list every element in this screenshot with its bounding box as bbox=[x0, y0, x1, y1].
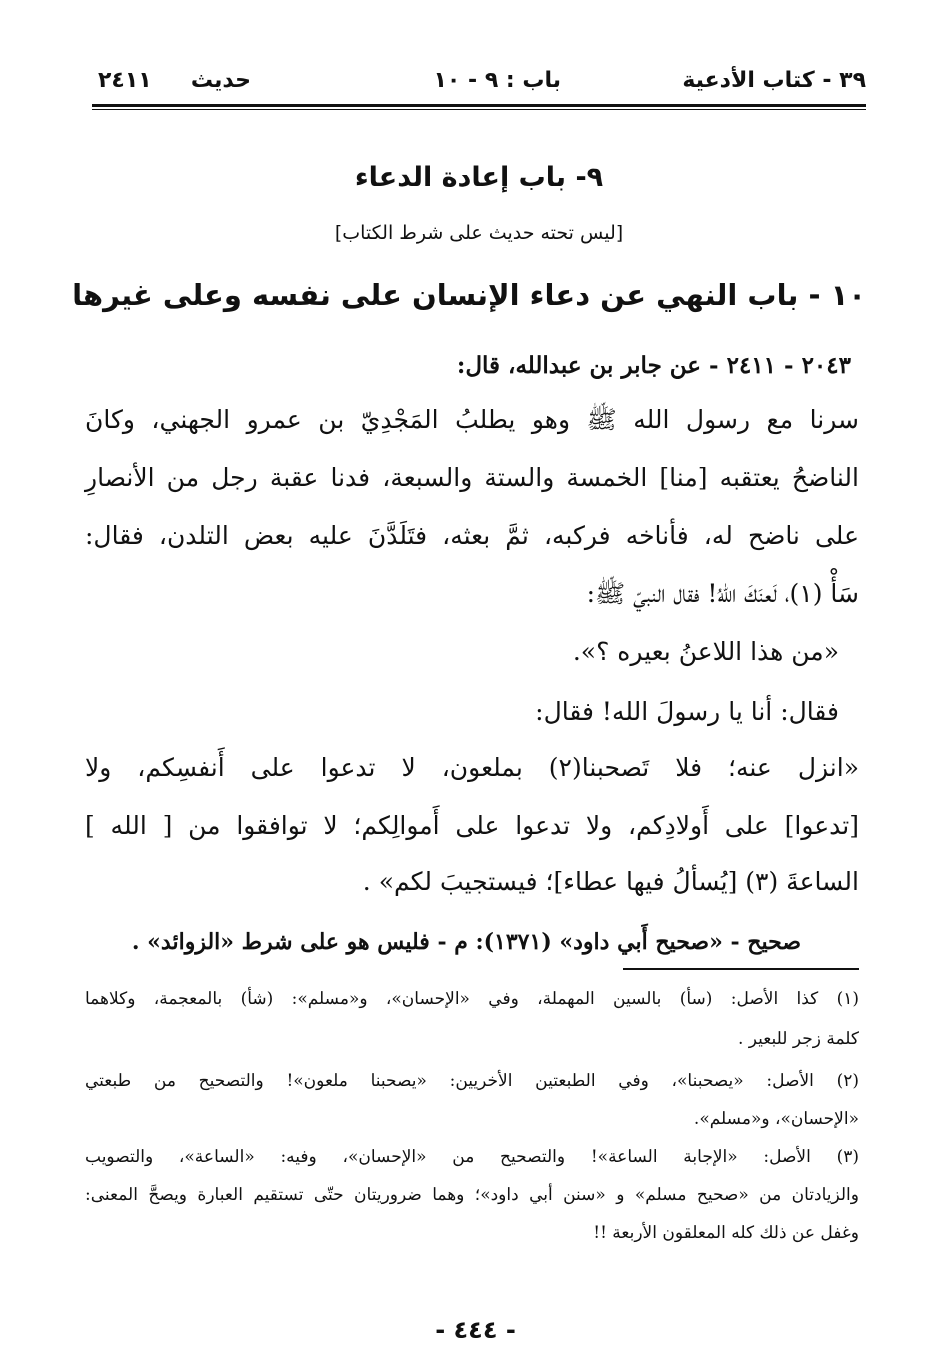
chapter-9-note: [ليس تحته حديث على شرط الكتاب] bbox=[334, 222, 624, 244]
hadith-line: سرنا مع رسول الله ﷺ وهو يطلبُ المَجْدِيّ بن عمرو الجهني، وكانَ bbox=[85, 405, 859, 434]
hadith-line: فقال: أنا يا رسولَ الله! فقال: bbox=[535, 697, 839, 726]
book-title: ٣٩ - كتاب الأدعية bbox=[682, 68, 866, 93]
footnote-line: وغفل عن ذلك كله المعلقون الأربعة !! bbox=[593, 1223, 859, 1243]
footnote-line: «الإحسان»، و«مسلم». bbox=[693, 1109, 859, 1129]
header-rule bbox=[92, 104, 866, 107]
footnote-line: والزيادتان من «صحيح مسلم» و «سنن أبي داود»؛ وهما ضروريتان حتّى تستقيم العبارة ويصحَّ المعنى: bbox=[85, 1185, 859, 1205]
bab-range: باب : ٩ - ١٠ bbox=[433, 68, 561, 93]
footnote-line: (٣) الأصل: «الإجابة الساعة»! والتصحيح من «الإحسان»، وفيه: «الساعة»، والتصويب bbox=[85, 1147, 859, 1167]
hadith-line: «انزل عنه؛ فلا تَصحبنا(٢) بملعون، لا تدعوا على أَنفسِكم، ولا bbox=[85, 753, 859, 782]
hadith-line: على ناضح له، فأناخه فركبه، ثمَّ بعثه، فتَلَدَّنَ عليه بعض التلدن، فقال: bbox=[85, 521, 859, 550]
hadith-line: الساعةَ (٣) [يُسألُ فيها عطاء]؛ فيستجيبَ لكم» . bbox=[362, 867, 859, 896]
hadith-grading: صحيح - «صحيح أَبي داود» (١٣٧١): م - فليس هو على شرط «الزوائد» . bbox=[131, 929, 801, 955]
page-number: - ٤٤٤ - bbox=[435, 1316, 516, 1344]
hadith-line: الناضحُ يعتقبه [منا] الخمسة والستة والسبعة، فدنا عقبة رجل من الأنصارِ bbox=[85, 463, 859, 492]
hadith-number: ٢٤١١ bbox=[98, 68, 152, 93]
footnote-line: (١) كذا الأصل: (سأ) بالسين المهملة، وفي «الإحسان»، و«مسلم»: (شأ) بالمعجمة، وكلاهما bbox=[85, 989, 859, 1009]
header-rule-thin bbox=[92, 109, 866, 110]
hadith-line: «من هذا اللاعنُ بعيره ؟». bbox=[572, 637, 839, 666]
chapter-9-title: ٩- باب إعادة الدعاء bbox=[354, 162, 604, 193]
footnote-line: كلمة زجر للبعير . bbox=[737, 1029, 859, 1049]
hadith-line: سَأْ (١)، لَعنَكَ اللهُ! فقال النبيّ ﷺ: bbox=[586, 579, 859, 608]
footnote-rule bbox=[623, 968, 859, 970]
footnote-line: (٢) الأصل: «يصحبنا»، وفي الطبعتين الأخريين: «يصحبنا ملعون»! والتصحيح من طبعتي bbox=[85, 1071, 859, 1091]
hadith-label: حديث bbox=[190, 68, 251, 93]
hadith-line: [تدعوا] على أَولادِكم، ولا تدعوا على أَموالِكم؛ لا توافقوا من [ الله ] bbox=[85, 811, 859, 840]
hadith-isnad: ٢٠٤٣ - ٢٤١١ - عن جابر بن عبدالله، قال: bbox=[456, 352, 851, 379]
running-header bbox=[92, 62, 866, 102]
chapter-10-title: ١٠ - باب النهي عن دعاء الإنسان على نفسه وعلى غيرها bbox=[72, 278, 866, 312]
